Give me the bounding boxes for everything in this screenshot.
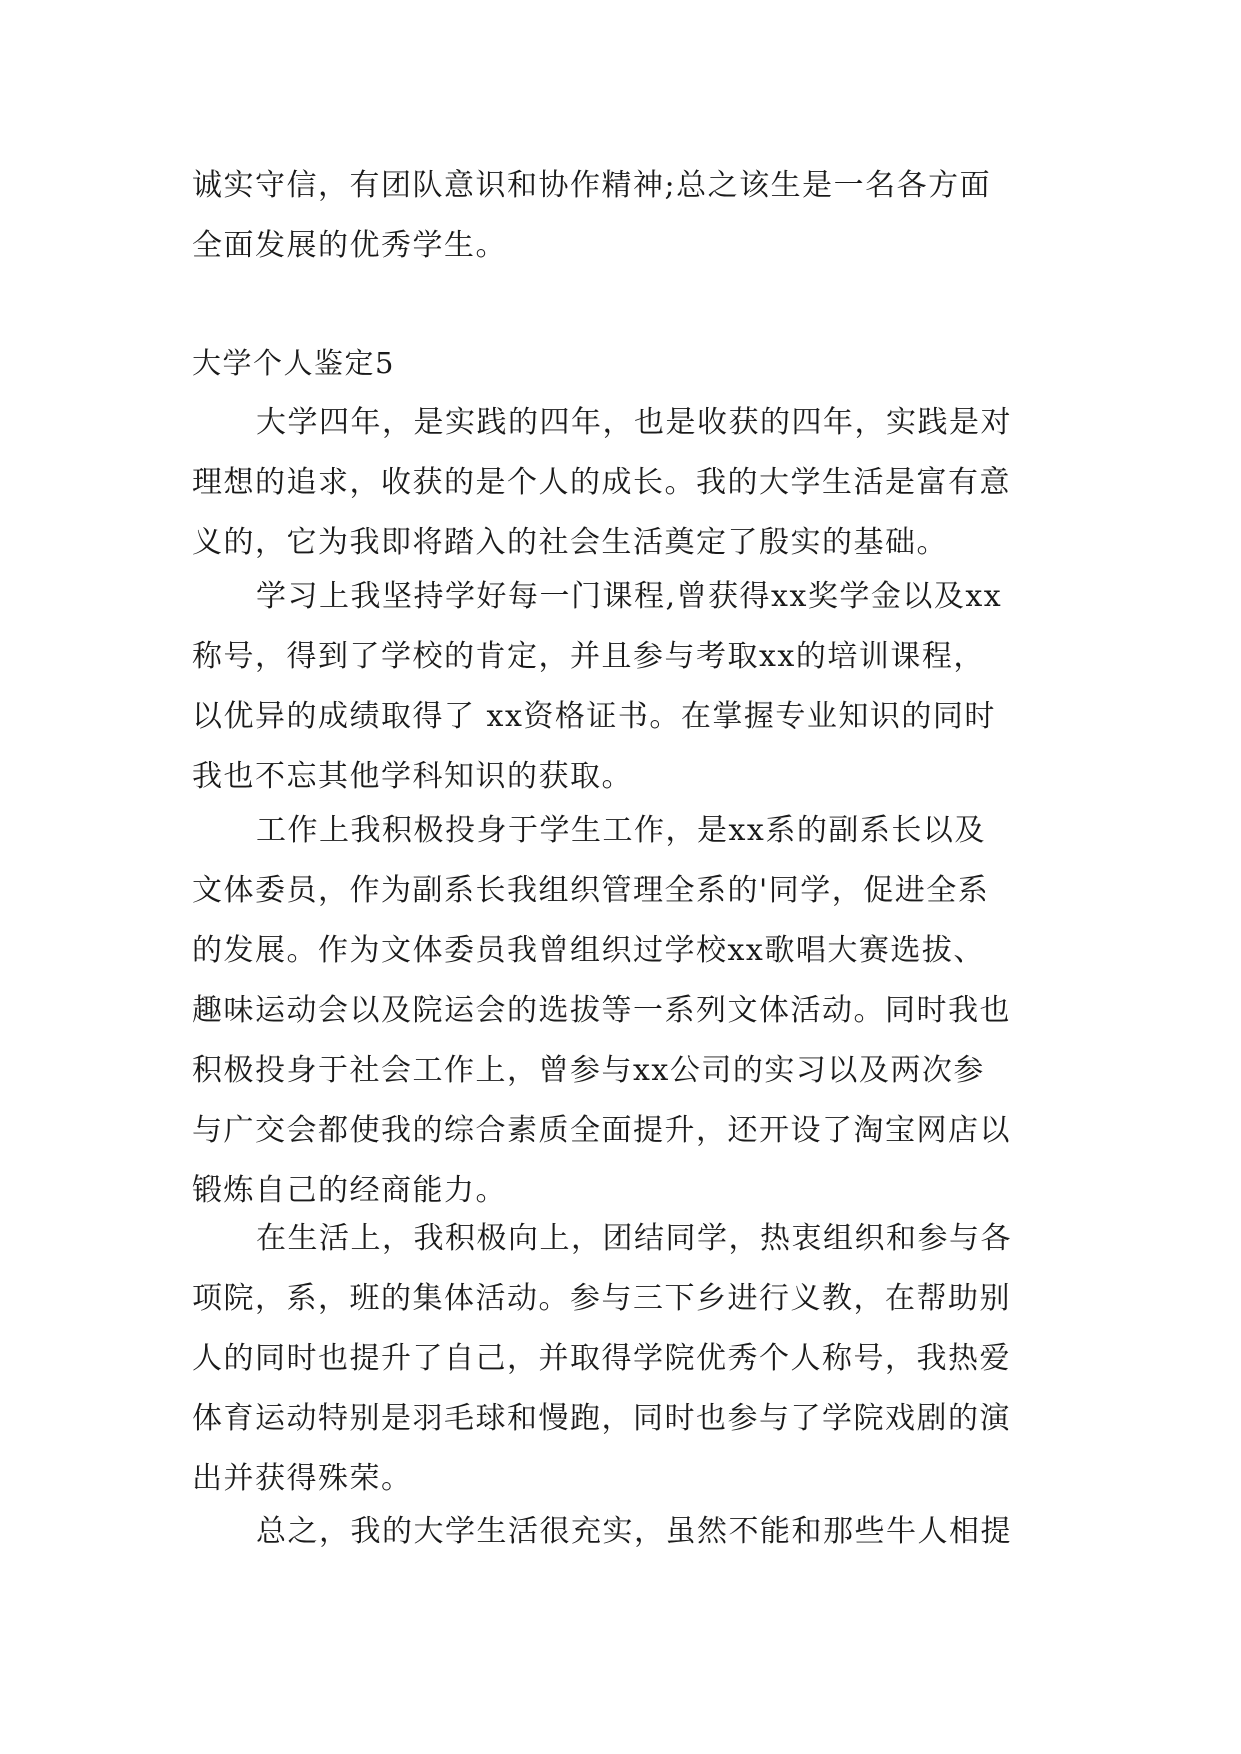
text-line: 理想的追求，收获的是个人的成长。我的大学生活是富有意 [192, 465, 1011, 500]
intro-paragraph [192, 156, 1052, 276]
text-line: 诚实守信，有团队意识和协作精神;总之该生是一名各方面 [192, 168, 992, 203]
text-line: 总之，我的大学生活很充实，虽然不能和那些牛人相提 [256, 1514, 1012, 1549]
text-line: 学习上我坚持学好每一门课程,曾获得xx奖学金以及xx [256, 579, 1003, 614]
text-line: 体育运动特别是羽毛球和慢跑，同时也参与了学院戏剧的演 [192, 1401, 1011, 1436]
text-line: 我也不忘其他学科知识的获取。 [192, 759, 633, 794]
text-line: 文体委员，作为副系长我组织管理全系的'同学，促进全系 [192, 873, 990, 908]
text-line: 义的，它为我即将踏入的社会生活奠定了殷实的基础。 [192, 525, 948, 560]
text-line: 出并获得殊荣。 [192, 1461, 413, 1496]
paragraph [192, 801, 1052, 1221]
text-line: 人的同时也提升了自己，并取得学院优秀个人称号，我热爱 [192, 1341, 1011, 1376]
section-title-text: 大学个人鉴定5 [192, 346, 395, 380]
text-line: 积极投身于社会工作上，曾参与xx公司的实习以及两次参 [192, 1053, 985, 1088]
text-line: 称号，得到了学校的肯定，并且参与考取xx的培训课程， [192, 639, 985, 674]
text-line: 的发展。作为文体委员我曾组织过学校xx歌唱大赛选拔、 [192, 933, 985, 968]
text-line: 大学四年，是实践的四年，也是收获的四年，实践是对 [256, 405, 1012, 440]
text-line: 与广交会都使我的综合素质全面提升，还开设了淘宝网店以 [192, 1113, 1011, 1148]
paragraph [192, 1502, 1052, 1562]
text-line: 项院，系，班的集体活动。参与三下乡进行义教，在帮助别 [192, 1281, 1011, 1316]
paragraph [192, 393, 1052, 573]
text-line: 以优异的成绩取得了 xx资格证书。在掌握专业知识的同时 [192, 699, 996, 734]
paragraph [192, 567, 1052, 807]
text-line: 工作上我积极投身于学生工作，是xx系的副系长以及 [256, 813, 986, 848]
section-title [192, 333, 1052, 393]
text-line: 全面发展的优秀学生。 [192, 228, 507, 263]
text-line: 在生活上，我积极向上，团结同学，热衷组织和参与各 [256, 1221, 1012, 1256]
text-line: 趣味运动会以及院运会的选拔等一系列文体活动。同时我也 [192, 993, 1011, 1028]
paragraph [192, 1209, 1052, 1509]
text-line: 锻炼自己的经商能力。 [192, 1173, 507, 1208]
